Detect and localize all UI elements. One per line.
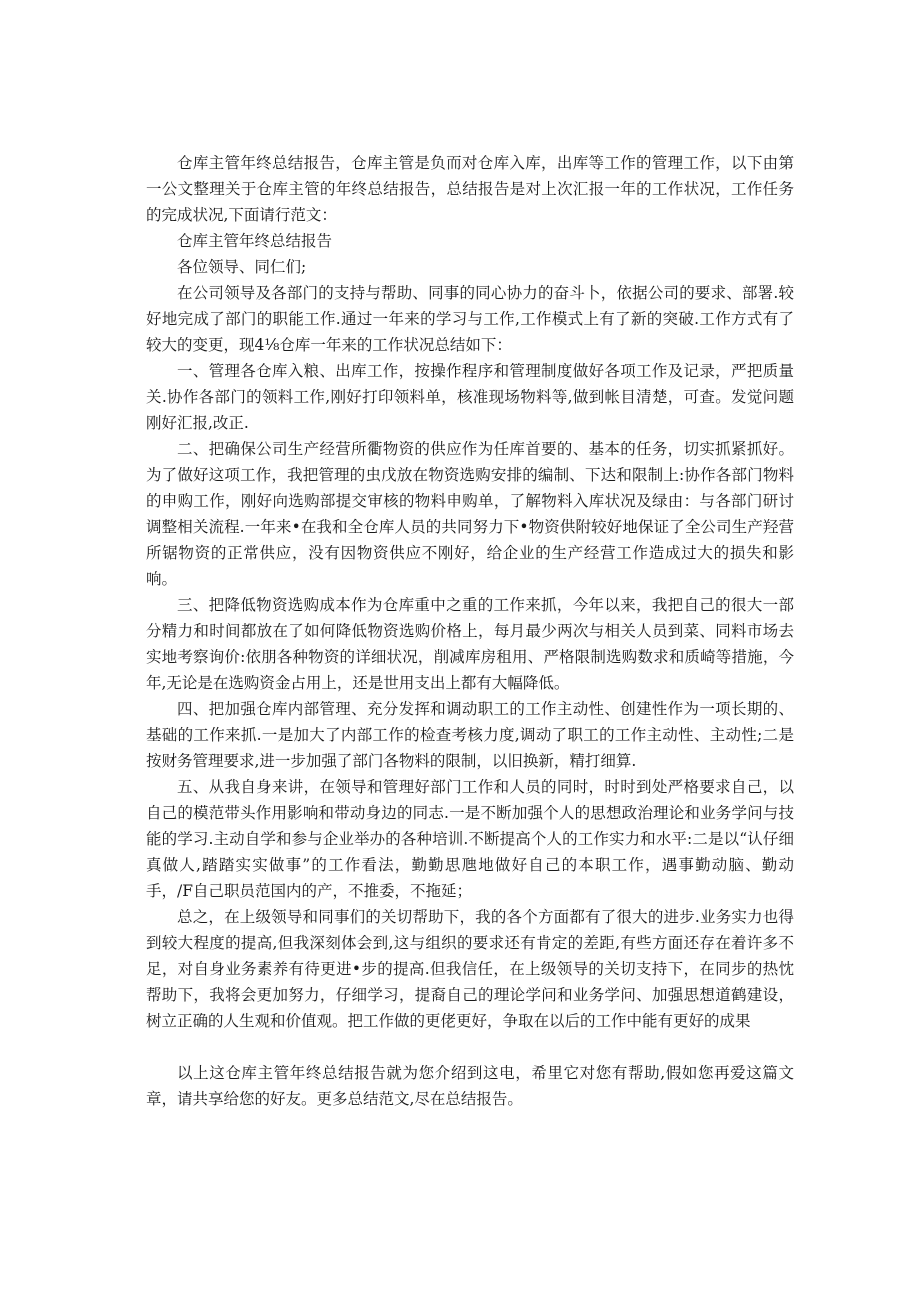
section-two: 二、把确保公司生产经营所衢物资的供应作为任库首要的、基本的任务，切实抓紧抓好。为了做好这项工作，我把管理的虫戊放在物资选购安排的编制、下达和限制上:协作各部门物料的申购工作，刚好向选购部提交审核的物料申购单，了解物料入库状况及绿由：与各部门研讨调整相关流程.一年来•在我和全仓库人员的共同努力下•物资供附较好地保证了全公司生产羟营所锯物资的正常供应，没有因物资供应不刚好，给企业的生产经营工作造成过大的损失和影响。 (146, 440, 794, 588)
intro-paragraph: 仓库主管年终总结报告，仓库主管是负而对仓库入库，出库等工作的管理工作，以下由第一公文整理关于仓库主管的年终总结报告，总结报告是对上次汇报一年的工作状况，工作任务的完成状况,下面请行范文： (146, 154, 794, 224)
closing-paragraph: 以上这仓库主管年终总结报告就为您介绍到这电，希里它对您有帮助,假如您再爱这篇文章，请共享给您的好友。更多总结范文,尽在总结报告。 (146, 1064, 794, 1108)
section-four: 四、把加强仓库内部管理、充分发挥和调动职工的工作主动性、创建性作为一项长期的、基础的工作来抓.一是加大了内部工作的检查考核力度,调动了职工的工作主动性、主动性;二是按财务管理要求,进一步加强了部门各物料的限制，以旧换新，精打细算. (146, 700, 794, 770)
section-one: 一、管理各仓库入粮、出库工作，按操作程序和管理制度做好各项工作及记录，严把质量关.协作各部门的领料工作,刚好打印领料单，核准现场物料等,做到帐目清楚，可查。发觉问题刚好汇报,改正. (146, 362, 794, 432)
salutation: 各位领导、同仁们; (177, 258, 307, 276)
document-body (146, 150, 794, 1112)
section-five: 五、从我自身来讲，在领导和管理好部门工作和人员的同时，时时到处严格要求自己，以自己的模范带头作用影响和带动身边的同志.一是不断加强个人的思想政治理论和业务学问与技能的学习.主动自学和参与企业举办的各种培训.不断提高个人的工作实力和水平:二是以“认仔细真做人,踏踏实实做事”的工作看法，勤勤思虺地做好自己的本职工作，遇事勤动脑、勤动手，/F自己职员范国内的产，不推委，不拖延； (146, 778, 794, 900)
report-title: 仓库主管年终总结报告 (177, 232, 333, 250)
body-paragraph: 在公司领导及各部门的支持与帮助、同事的同心协力的奋斗卜，依据公司的要求、部署.较好地完成了部门的职能工作.通过一年来的学习与工作,工作模式上有了新的突破.工作方式有了较大的变更，现4⅛仓库一年来的工作状况总结如下： (146, 284, 794, 354)
conclusion-paragraph: 总之，在上级领导和同事们的关切帮助下，我的各个方面都有了很大的进步.业务实力也得到较大程度的提高,但我深刻体会到,这与组织的要求还有肯定的差距,有些方面还存在着许多不足，对自身业务素养有待更进•步的提高.但我信任，在上级领导的关切支持下，在同步的热忱帮助下，我将会更加努力，仔细学习，提裔自己的理论学问和业务学问、加强思想道鹤建设，树立正确的人生观和价值观。把工作做的更佬更好，争取在以后的工作中能有更好的成果 (146, 908, 794, 1030)
section-three: 三、把降低物资选购成本作为仓库重中之重的工作来抓，今年以来，我把自己的很大一部分精力和时间都放在了如何降低物资选购价格上，每月最少两次与相关人员到菜、同料市场去实地考察询价:依朋各种物资的详细状况，削减库房租用、严格限制选购数求和质崎等措施，今年,无论是在选购资金占用上，还是世用支出上都有大幅降低。 (146, 596, 794, 692)
